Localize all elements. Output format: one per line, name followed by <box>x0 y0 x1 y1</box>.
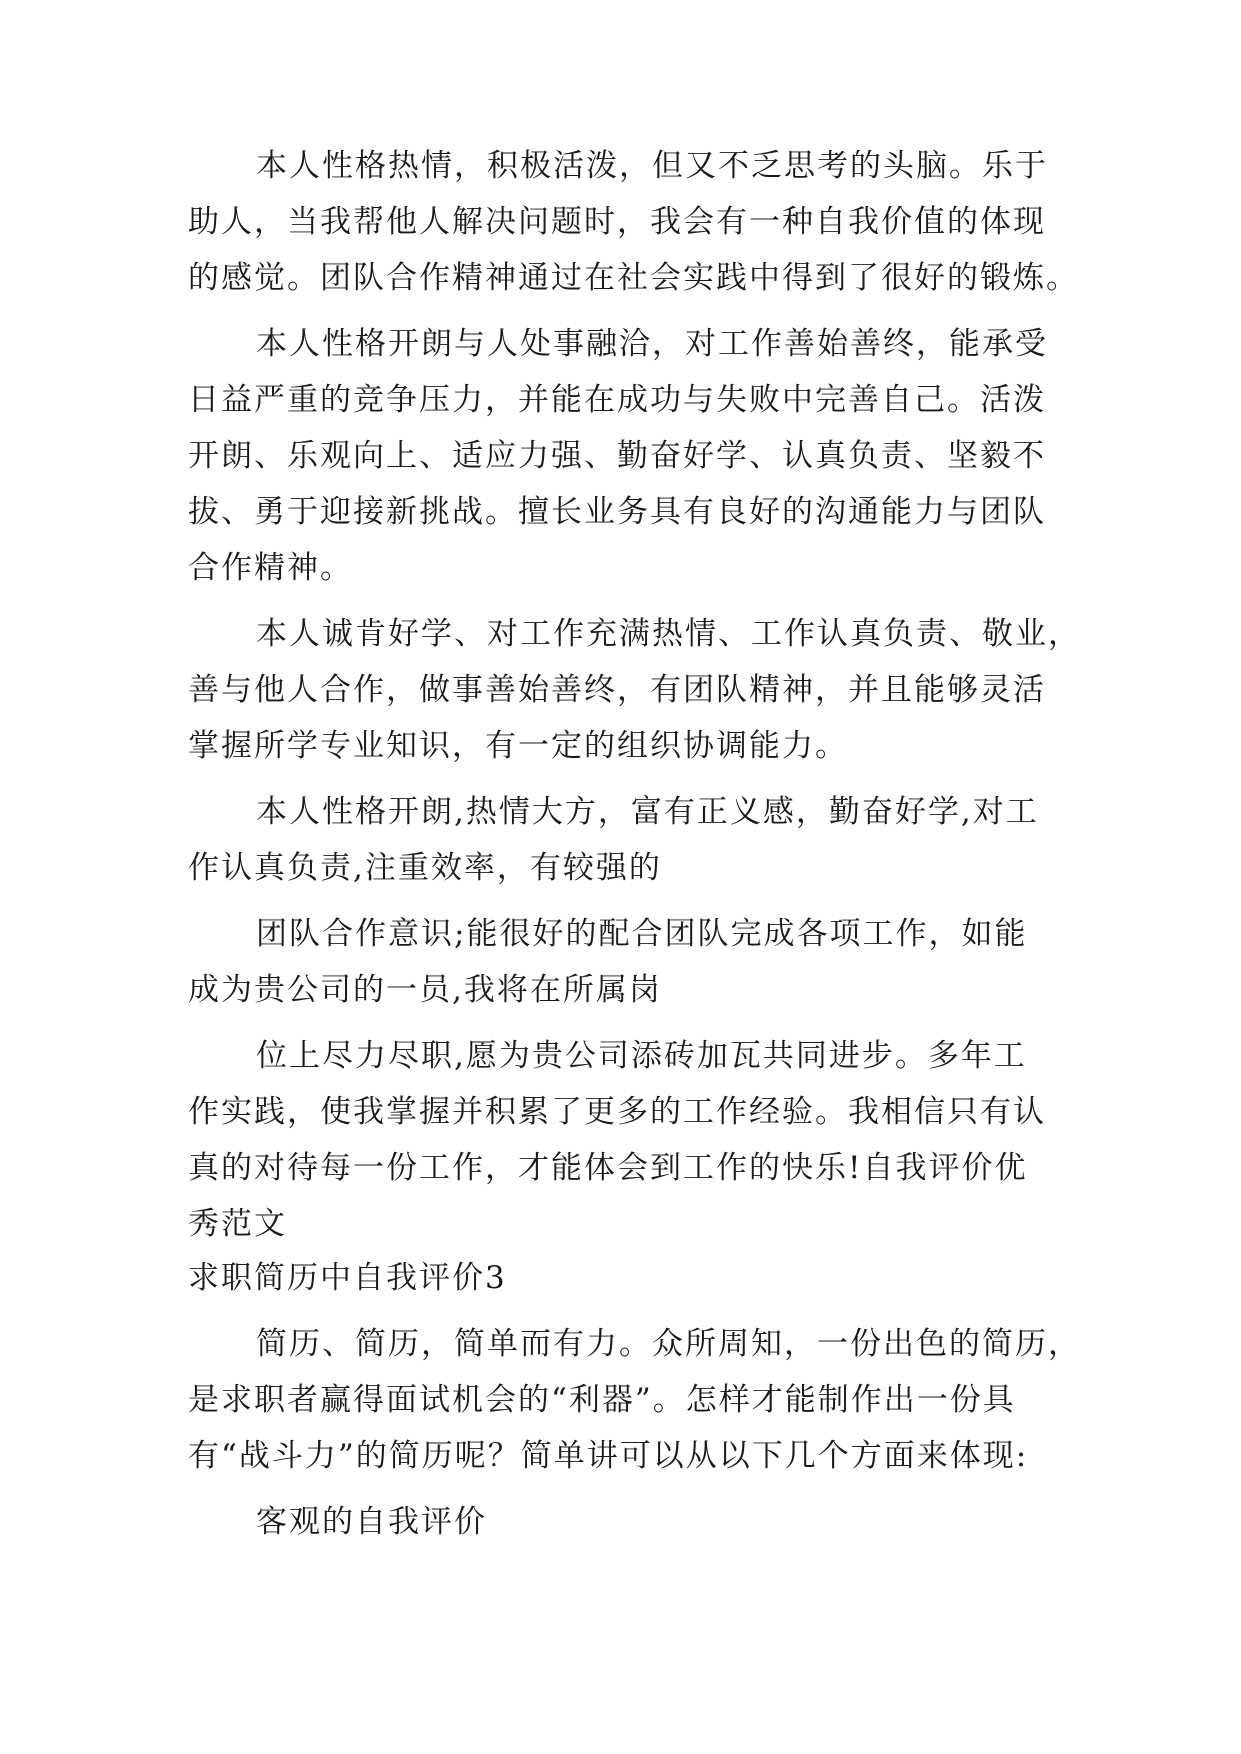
text-line: 有“战斗力”的简历呢？简单讲可以从以下几个方面来体现: <box>188 1438 1029 1474</box>
text-line: 的感觉。团队合作精神通过在社会实践中得到了很好的锻炼。 <box>188 260 1079 296</box>
text-line: 掌握所学专业知识，有一定的组织协调能力。 <box>188 728 848 764</box>
text-line: 本人性格开朗,热情大方，富有正义感，勤奋好学,对工 <box>256 794 1039 830</box>
text-line: 作认真负责,注重效率，有较强的 <box>188 850 662 886</box>
text-line: 是求职者赢得面试机会的“利器”。怎样才能制作出一份具 <box>188 1382 1016 1418</box>
text-line: 本人诚肯好学、对工作充满热情、工作认真负责、敬业， <box>256 616 1081 652</box>
text-line: 真的对待每一份工作，才能体会到工作的快乐!自我评价优 <box>188 1150 1028 1186</box>
text-line: 位上尽力尽职,愿为贵公司添砖加瓦共同进步。多年工 <box>256 1038 1027 1074</box>
text-line: 助人，当我帮他人解决问题时，我会有一种自我价值的体现 <box>188 204 1046 240</box>
section-heading: 求职简历中自我评价3 <box>188 1260 507 1296</box>
text-line: 开朗、乐观向上、适应力强、勤奋好学、认真负责、坚毅不 <box>188 438 1046 474</box>
text-line: 客观的自我评价 <box>256 1504 487 1540</box>
text-line: 拔、勇于迎接新挑战。擅长业务具有良好的沟通能力与团队 <box>188 494 1046 530</box>
text-line: 作实践，使我掌握并积累了更多的工作经验。我相信只有认 <box>188 1094 1046 1130</box>
text-line: 合作精神。 <box>188 550 353 586</box>
text-line: 本人性格开朗与人处事融洽，对工作善始善终，能承受 <box>256 326 1048 362</box>
text-line: 简历、简历，简单而有力。众所周知，一份出色的简历， <box>256 1326 1081 1362</box>
text-line: 日益严重的竞争压力，并能在成功与失败中完善自己。活泼 <box>188 382 1046 418</box>
text-line: 成为贵公司的一员,我将在所属岗 <box>188 972 662 1008</box>
text-line: 秀范文 <box>188 1206 287 1242</box>
text-line: 善与他人合作，做事善始善终，有团队精神，并且能够灵活 <box>188 672 1046 708</box>
text-line: 本人性格热情，积极活泼，但又不乏思考的头脑。乐于 <box>256 148 1048 184</box>
text-line: 团队合作意识;能很好的配合团队完成各项工作，如能 <box>256 916 1028 952</box>
